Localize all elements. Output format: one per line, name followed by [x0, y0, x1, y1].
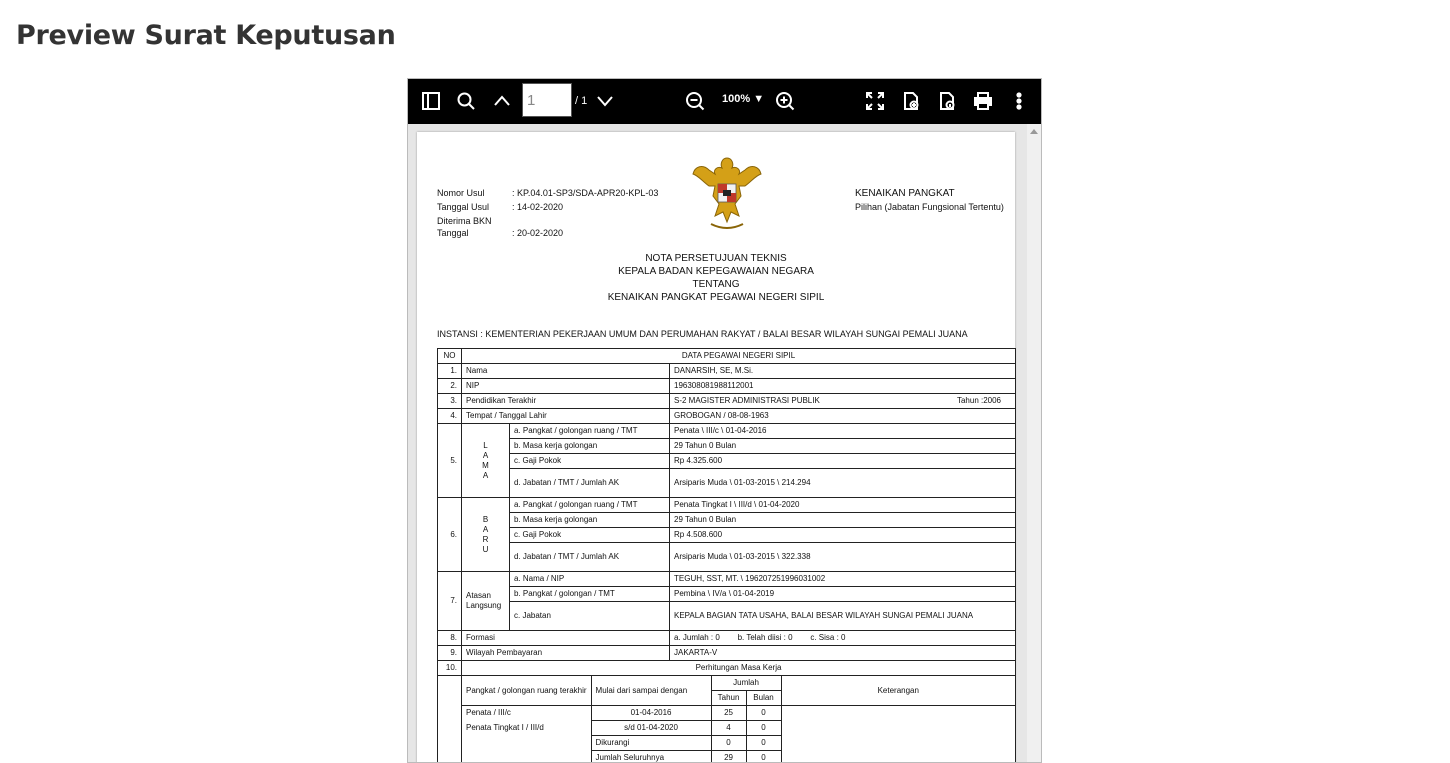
sidebar-toggle-icon[interactable]: [420, 90, 442, 112]
table-cell: 29: [711, 751, 746, 763]
table-cell: DATA PEGAWAI NEGERI SIPIL: [462, 349, 1016, 364]
doc-title-line-4: KENAIKAN PANGKAT PEGAWAI NEGERI SIPIL: [607, 292, 825, 303]
table-cell: [781, 721, 1015, 736]
table-cell: B A R U: [462, 498, 510, 572]
table-cell: Nama: [462, 364, 670, 379]
table-cell: Bulan: [746, 691, 781, 706]
table-cell: NIP: [462, 379, 670, 394]
pdf-viewer: [407, 78, 1042, 763]
table-cell: Mulai dari sampai dengan: [591, 676, 711, 706]
fullscreen-icon[interactable]: [864, 90, 886, 112]
table-cell: 0: [746, 751, 781, 763]
table-row: [438, 364, 1016, 379]
table-cell: 4: [711, 721, 746, 736]
document-properties-icon[interactable]: [936, 90, 958, 112]
table-cell: 7.: [438, 572, 462, 631]
tanggal-usul-label: Tanggal Usul: [437, 202, 490, 212]
table-row: [438, 543, 1016, 572]
table-cell: 3.: [438, 394, 462, 409]
garuda-emblem-icon: [689, 152, 765, 234]
table-cell: Tempat / Tanggal Lahir: [462, 409, 670, 424]
table-cell: 1.: [438, 364, 462, 379]
table-row: [462, 676, 1015, 691]
table-cell: TEGUH, SST, MT. \ 196207251996031002: [670, 572, 1016, 587]
table-cell: Wilayah Pembayaran: [462, 646, 670, 661]
table-cell: 2.: [438, 379, 462, 394]
table-cell: Penata / III/c: [462, 706, 591, 721]
table-row: [438, 439, 1016, 454]
table-row: [438, 498, 1016, 513]
table-cell: Dikurangi: [591, 736, 711, 751]
table-cell: 29 Tahun 0 Bulan: [670, 513, 1016, 528]
table-row: [438, 661, 1016, 676]
tanggal-usul-value: : 14-02-2020: [512, 202, 564, 212]
table-cell: DANARSIH, SE, M.Si.: [670, 364, 1016, 379]
table-row: [438, 379, 1016, 394]
zoom-in-icon[interactable]: [774, 90, 796, 112]
table-cell: Perhitungan Masa Kerja: [462, 661, 1016, 676]
table-cell: Rp 4.325.600: [670, 454, 1016, 469]
table-row: [438, 587, 1016, 602]
table-row: [438, 513, 1016, 528]
table-row: [438, 424, 1016, 439]
table-cell: [438, 676, 462, 763]
table-cell: 0: [746, 721, 781, 736]
page-total: / 1: [575, 95, 588, 107]
table-cell: a. Pangkat / golongan ruang / TMT: [510, 498, 670, 513]
table-row: [462, 736, 1015, 751]
table-cell: Tahun: [711, 691, 746, 706]
table-row: [462, 706, 1015, 721]
table-cell: Pangkat / golongan ruang terakhir: [462, 676, 591, 706]
table-cell: 0: [746, 706, 781, 721]
tahun-value: Tahun :2006: [956, 396, 1002, 405]
table-cell: c. Gaji Pokok: [510, 528, 670, 543]
table-row: [438, 676, 1016, 763]
table-cell: 10.: [438, 661, 462, 676]
table-cell: 6.: [438, 498, 462, 572]
table-row: [438, 646, 1016, 661]
table-cell: GROBOGAN / 08-08-1963: [670, 409, 1016, 424]
table-cell: [462, 736, 591, 751]
table-cell: a. Nama / NIP: [510, 572, 670, 587]
page-number-input[interactable]: [522, 83, 572, 117]
table-cell: [781, 751, 1015, 763]
table-cell: d. Jabatan / TMT / Jumlah AK: [510, 543, 670, 572]
table-cell: Rp 4.508.600: [670, 528, 1016, 543]
kenaikan-pangkat-label: KENAIKAN PANGKAT: [855, 188, 955, 199]
table-row: [462, 721, 1015, 736]
table-cell: c. Gaji Pokok: [510, 454, 670, 469]
table-cell: 0: [746, 736, 781, 751]
table-cell: Penata \ III/c \ 01-04-2016: [670, 424, 1016, 439]
table-cell: Jumlah Seluruhnya: [591, 751, 711, 763]
table-cell: [781, 706, 1015, 721]
doc-title-line-3: TENTANG: [692, 279, 740, 290]
data-pegawai-table: [437, 348, 1016, 763]
vertical-scrollbar[interactable]: [1027, 124, 1041, 762]
tanggal-label: Tanggal: [437, 228, 469, 238]
table-cell: a. Jumlah : 0 b. Telah diisi : 0 c. Sisa : 0: [670, 631, 1016, 646]
more-options-icon[interactable]: [1008, 90, 1030, 112]
nomor-usul-value: : KP.04.01-SP3/SDA-APR20-KPL-03: [512, 188, 659, 198]
diterima-bkn-label: Diterima BKN: [437, 216, 492, 226]
table-row: [438, 469, 1016, 498]
next-page-icon[interactable]: [594, 90, 616, 112]
open-file-icon[interactable]: [900, 90, 922, 112]
table-row: [438, 409, 1016, 424]
zoom-out-icon[interactable]: [684, 90, 706, 112]
table-cell: [462, 676, 1016, 763]
table-cell: Penata Tingkat I \ III/d \ 01-04-2020: [670, 498, 1016, 513]
table-cell: 5.: [438, 424, 462, 498]
table-cell: d. Jabatan / TMT / Jumlah AK: [510, 469, 670, 498]
table-cell: c. Jabatan: [510, 602, 670, 631]
pendidikan-value: S-2 MAGISTER ADMINISTRASI PUBLIK: [674, 396, 820, 405]
table-row: [438, 572, 1016, 587]
zoom-select[interactable]: 100% ▼: [722, 93, 765, 105]
table-cell: KEPALA BAGIAN TATA USAHA, BALAI BESAR WILAYAH SUNGAI PEMALI JUANA: [670, 602, 1016, 631]
table-cell: [462, 751, 591, 763]
table-cell: Formasi: [462, 631, 670, 646]
table-cell: Arsiparis Muda \ 01-03-2015 \ 322.338: [670, 543, 1016, 572]
table-cell: NO: [438, 349, 462, 364]
table-row: [438, 394, 1016, 409]
table-cell: Keterangan: [781, 676, 1015, 706]
table-cell: a. Pangkat / golongan ruang / TMT: [510, 424, 670, 439]
table-cell: 9.: [438, 646, 462, 661]
tanggal-value: : 20-02-2020: [512, 228, 564, 238]
table-cell: 25: [711, 706, 746, 721]
table-cell: 29 Tahun 0 Bulan: [670, 439, 1016, 454]
table-cell: L A M A: [462, 424, 510, 498]
table-cell: 196308081988112001: [670, 379, 1016, 394]
table-cell: b. Masa kerja golongan: [510, 439, 670, 454]
pdf-toolbar: [408, 79, 1041, 124]
table-row: [438, 454, 1016, 469]
table-row: [438, 602, 1016, 631]
masa-kerja-table: [462, 676, 1015, 763]
table-cell: [670, 394, 1016, 409]
table-row: [438, 349, 1016, 364]
table-cell: 8.: [438, 631, 462, 646]
doc-title-line-1: NOTA PERSETUJUAN TEKNIS: [645, 253, 787, 264]
table-row: [462, 751, 1015, 763]
table-row: [438, 528, 1016, 543]
table-cell: 4.: [438, 409, 462, 424]
table-cell: b. Pangkat / golongan / TMT: [510, 587, 670, 602]
table-cell: Arsiparis Muda \ 01-03-2015 \ 214.294: [670, 469, 1016, 498]
table-cell: Pendidikan Terakhir: [462, 394, 670, 409]
instansi-text: INSTANSI : KEMENTERIAN PEKERJAAN UMUM DAN PERUMAHAN RAKYAT / BALAI BESAR WILAYAH SUNGAI PEMALI JUANA: [437, 329, 968, 339]
table-cell: Penata Tingkat I / III/d: [462, 721, 591, 736]
pilihan-label: Pilihan (Jabatan Fungsional Tertentu): [855, 202, 1004, 212]
table-cell: Atasan Langsung: [462, 572, 510, 631]
table-row: [438, 631, 1016, 646]
page-title: Preview Surat Keputusan: [16, 20, 396, 51]
table-cell: 0: [711, 736, 746, 751]
table-cell: b. Masa kerja golongan: [510, 513, 670, 528]
nomor-usul-label: Nomor Usul: [437, 188, 485, 198]
doc-title-line-2: KEPALA BADAN KEPEGAWAIAN NEGARA: [618, 266, 814, 277]
search-icon[interactable]: [455, 90, 477, 112]
table-cell: 01-04-2016: [591, 706, 711, 721]
table-cell: s/d 01-04-2020: [591, 721, 711, 736]
previous-page-icon[interactable]: [491, 90, 513, 112]
table-cell: JAKARTA-V: [670, 646, 1016, 661]
pdf-page: [417, 132, 1015, 763]
table-cell: Pembina \ IV/a \ 01-04-2019: [670, 587, 1016, 602]
table-cell: [781, 736, 1015, 751]
print-icon[interactable]: [972, 90, 994, 112]
scroll-up-arrow-icon[interactable]: [1030, 129, 1038, 134]
table-cell: Jumlah: [711, 676, 781, 691]
